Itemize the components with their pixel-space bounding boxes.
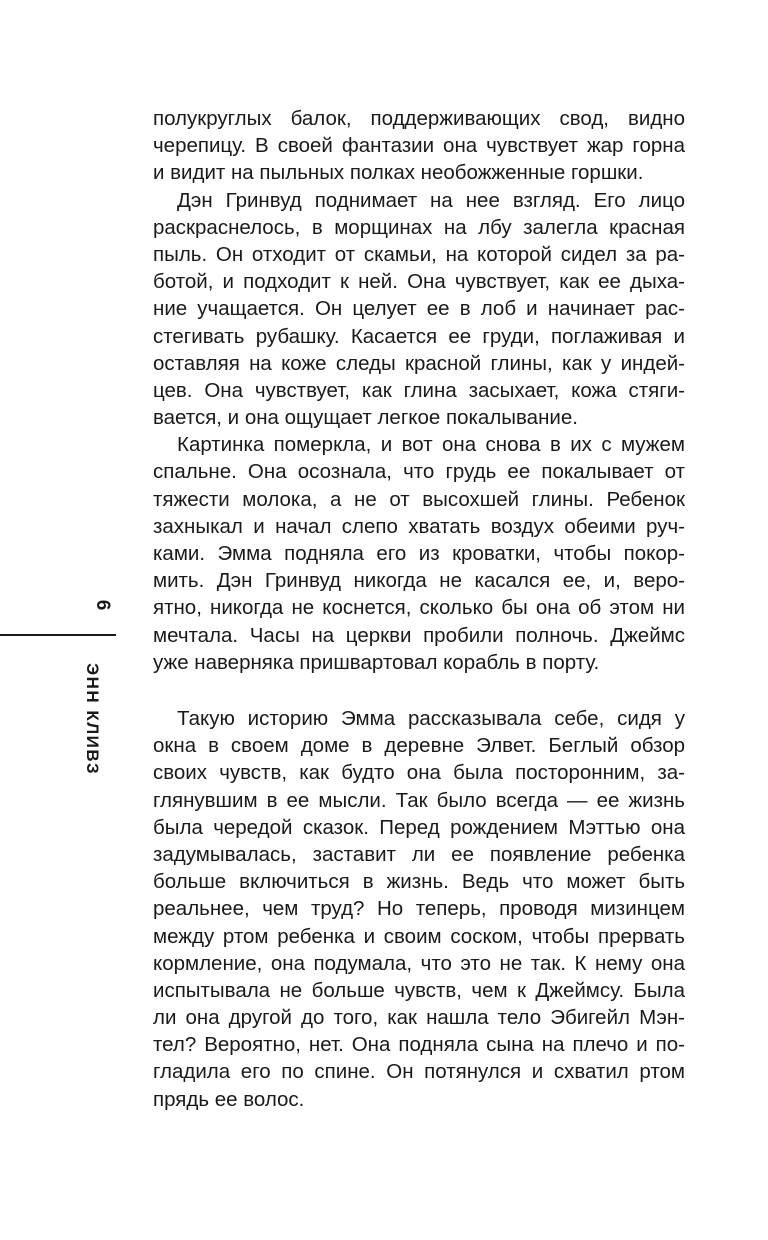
text-line: ботой, и подходит к ней. Она чувствует, как ее дыха- xyxy=(153,270,685,294)
text-line: своих чувств, как будто она была посторонним, за- xyxy=(153,761,685,785)
text-line: испытывала не больше чувств, чем к Джеймсу. Была xyxy=(153,978,685,1002)
text-line: задумывалась, заставит ли ее появление ребенка xyxy=(153,842,685,866)
text-line: Дэн Гринвуд поднимает на нее взгляд. Его лицо xyxy=(177,188,685,212)
text-line: тяжести молока, а не от высохшей глины. Ребенок xyxy=(153,487,685,511)
text-line: ли она другой до того, как нашла тело Эбигейл Мэн- xyxy=(153,1006,685,1030)
text-line: Картинка померкла, и вот она снова в их с мужем xyxy=(177,433,685,457)
text-line: гладила его по спине. Он потянулся и схватил ртом xyxy=(153,1060,685,1084)
page-number: 6 xyxy=(92,599,113,611)
running-title-author: ЭНН КЛИВЗ xyxy=(83,663,102,776)
text-line: полукруглых балок, поддерживающих свод, видно xyxy=(153,107,685,130)
text-line: ками. Эмма подняла его из кроватки, чтобы покор- xyxy=(153,542,685,565)
text-line: уже наверняка пришвартовал корабль в порту. xyxy=(153,650,600,674)
body-text-bottom xyxy=(153,705,685,1113)
text-line: цев. Она чувствует, как глина засыхает, кожа стяги- xyxy=(153,378,685,402)
text-line: мить. Дэн Гринвуд никогда не касался ее, и, веро- xyxy=(153,569,685,593)
text-line: ятно, никогда не коснется, сколько бы она об этом ни xyxy=(153,596,685,620)
text-line: была чередой сказок. Перед рождением Мэттью она xyxy=(153,815,685,839)
text-line: мечтала. Часы на церкви пробили полночь. Джеймс xyxy=(153,623,685,647)
text-line: реальнее, чем труд? Но теперь, проводя мизинцем xyxy=(153,897,685,921)
side-rule-divider xyxy=(0,634,116,636)
text-line: окна в своем доме в деревне Элвет. Беглый обзор xyxy=(153,734,685,758)
text-line: раскраснелось, в морщинах на лбу залегла красная xyxy=(153,215,685,239)
text-line: между ртом ребенка и своим соском, чтобы прервать xyxy=(153,924,685,948)
text-line: глянувшим в ее мысли. Так было всегда — ее жизнь xyxy=(153,788,685,812)
text-line: Такую историю Эмма рассказывала себе, сидя у xyxy=(177,707,685,730)
text-line: тел? Вероятно, нет. Она подняла сына на плечо и по- xyxy=(153,1033,685,1057)
text-line: захныкал и начал слепо хватать воздух обеими руч- xyxy=(153,514,685,538)
text-line: ние учащается. Он целует ее в лоб и начинает рас- xyxy=(153,297,685,321)
text-line: вается, и она ощущает легкое покалывание. xyxy=(153,406,578,430)
text-line: и видит на пыльных полках необожженные горшки. xyxy=(153,161,644,185)
text-line: прядь ее волос. xyxy=(153,1087,305,1111)
text-line: кормление, она подумала, что это не так. К нему она xyxy=(153,951,685,975)
text-line: спальне. Она осознала, что грудь ее покалывает от xyxy=(153,460,685,484)
body-text-top xyxy=(153,105,685,676)
text-line: больше включиться в жизнь. Ведь что может быть xyxy=(153,870,685,894)
text-line: стегивать рубашку. Касается ее груди, поглаживая и xyxy=(153,324,685,348)
text-line: оставляя на коже следы красной глины, как у индей- xyxy=(153,351,685,375)
text-line: пыль. Он отходит от скамьи, на которой сидел за ра- xyxy=(153,242,685,266)
text-line: черепицу. В своей фантазии она чувствует жар горна xyxy=(153,134,685,158)
